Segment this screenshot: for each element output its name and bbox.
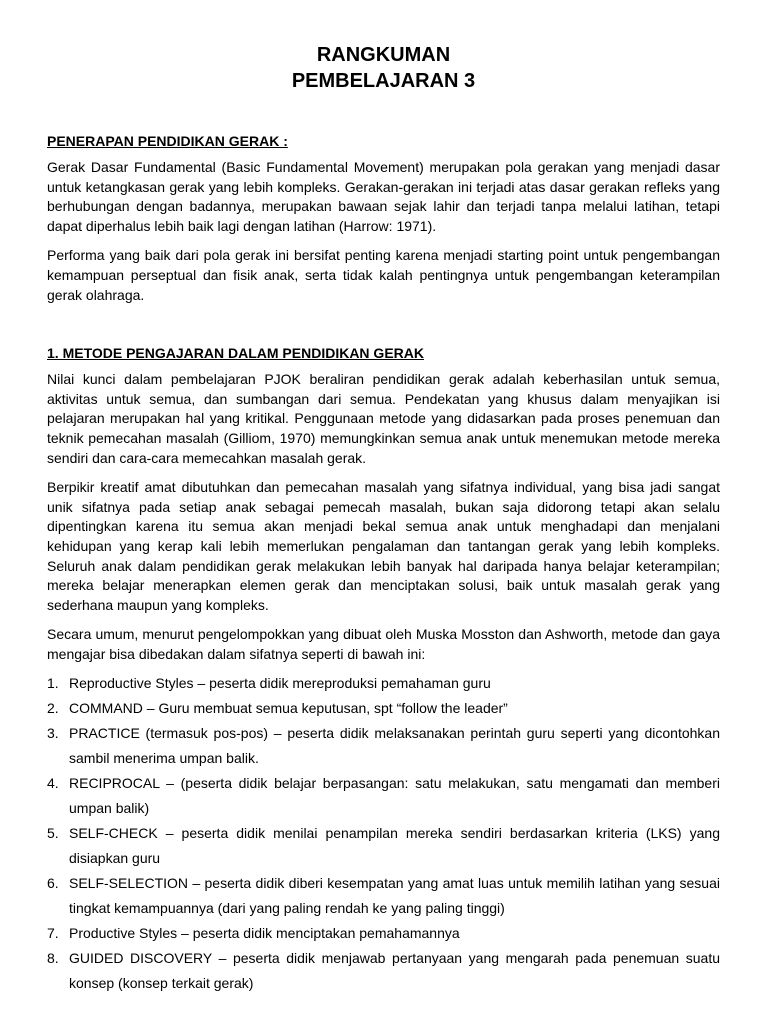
title-line-2: PEMBELAJARAN 3 [291,70,476,92]
list-item [47,871,720,921]
list-number: 3. [47,725,59,742]
list-number: 2. [47,700,59,717]
list-item [47,946,720,996]
list-text: COMMAND – Guru membuat semua keputusan, spt “follow the leader” [69,700,508,717]
paragraph: Performa yang baik dari pola gerak ini bersifat penting karena menjadi starting point untuk pengembangan kemampuan perseptual dan fisik anak, serta tidak kalah pentingnya untuk pengembangan keterampilan gerak olahraga. [47,247,720,303]
list-item [47,696,720,721]
document-title [47,42,720,94]
list-number: 5. [47,825,59,842]
list-item [47,771,720,821]
list-item [47,721,720,771]
section-heading-metode: 1. METODE PENGAJARAN DALAM PENDIDIKAN GERAK [47,345,424,362]
list-item [47,821,720,871]
list-number: 1. [47,675,59,692]
list-text: SELF-SELECTION – peserta didik diberi kesempatan yang amat luas untuk memilih latihan yang sesuai tingkat kemampuannya (dari yang paling rendah ke yang paling tinggi) [69,875,720,917]
list-number: 7. [47,925,59,942]
paragraph: Gerak Dasar Fundamental (Basic Fundamental Movement) merupakan pola gerakan yang menjadi dasar untuk ketangkasan gerak yang lebih kompleks. Gerakan-gerakan ini terjadi atas dasar gerakan refleks yang berhubungan dengan badannya, merupakan bawaan sejak lahir dan terjadi tanpa melalui latihan, tetapi dapat diperhalus lebih baik lagi dengan latihan (Harrow: 1971). [47,159,720,234]
list-text: PRACTICE (termasuk pos-pos) – peserta didik melaksanakan perintah guru seperti yang dicontohkan sambil menerima umpan balik. [69,725,720,767]
section-heading-penerapan: PENERAPAN PENDIDIKAN GERAK : [47,133,288,149]
list-text: RECIPROCAL – (peserta didik belajar berpasangan: satu melakukan, satu mengamati dan memberi umpan balik) [69,775,720,817]
title-line-1: RANGKUMAN [316,44,451,66]
list-text: Reproductive Styles – peserta didik mereproduksi pemahaman guru [69,675,491,692]
paragraph: Nilai kunci dalam pembelajaran PJOK beraliran pendidikan gerak adalah keberhasilan untuk semua, aktivitas untuk semua, dan sumbangan dari semua. Pendekatan yang khusus dalam menyajikan isi pelajaran merupakan hal yang kritikal. Penggunaan metode yang didasarkan pada proses penemuan dan teknik pemecahan masalah (Gilliom, 1970) memungkinkan semua anak untuk menemukan metode mereka sendiri dan cara-cara memecahkan masalah gerak. [47,371,720,466]
list-number: 4. [47,775,59,792]
list-number: 8. [47,950,59,967]
list-item [47,671,720,696]
paragraph: Berpikir kreatif amat dibutuhkan dan pemecahan masalah yang sifatnya individual, yang bisa jadi sangat unik sifatnya pada setiap anak sebagai pemecah masalah, bukan saja didorong tetapi akan selalu dipentingkan karena itu semua akan menjadi bekal semua anak untuk menghadapi dan menjalani kehidupan yang kerap kali lebih memerlukan pengalaman dan tantangan gerak yang lebih kompleks. Seluruh anak dalam pendidikan gerak melakukan lebih banyak hal daripada hanya belajar keterampilan; mereka belajar menerapkan elemen gerak dan menciptakan solusi, baik untuk masalah gerak yang sederhana maupun yang kompleks. [47,479,720,613]
list-text: SELF-CHECK – peserta didik menilai penampilan mereka sendiri berdasarkan kriteria (LKS) yang disiapkan guru [69,825,720,867]
paragraph: Secara umum, menurut pengelompokkan yang dibuat oleh Muska Mosston dan Ashworth, metode dan gaya mengajar bisa dibedakan dalam sifatnya seperti di bawah ini: [47,626,720,662]
methods-list [47,671,720,996]
list-number: 6. [47,875,59,892]
list-item [47,921,720,946]
list-text: GUIDED DISCOVERY – peserta didik menjawab pertanyaan yang mengarah pada penemuan suatu konsep (konsep terkait gerak) [69,950,720,992]
list-text: Productive Styles – peserta didik menciptakan pemahamannya [69,925,460,942]
